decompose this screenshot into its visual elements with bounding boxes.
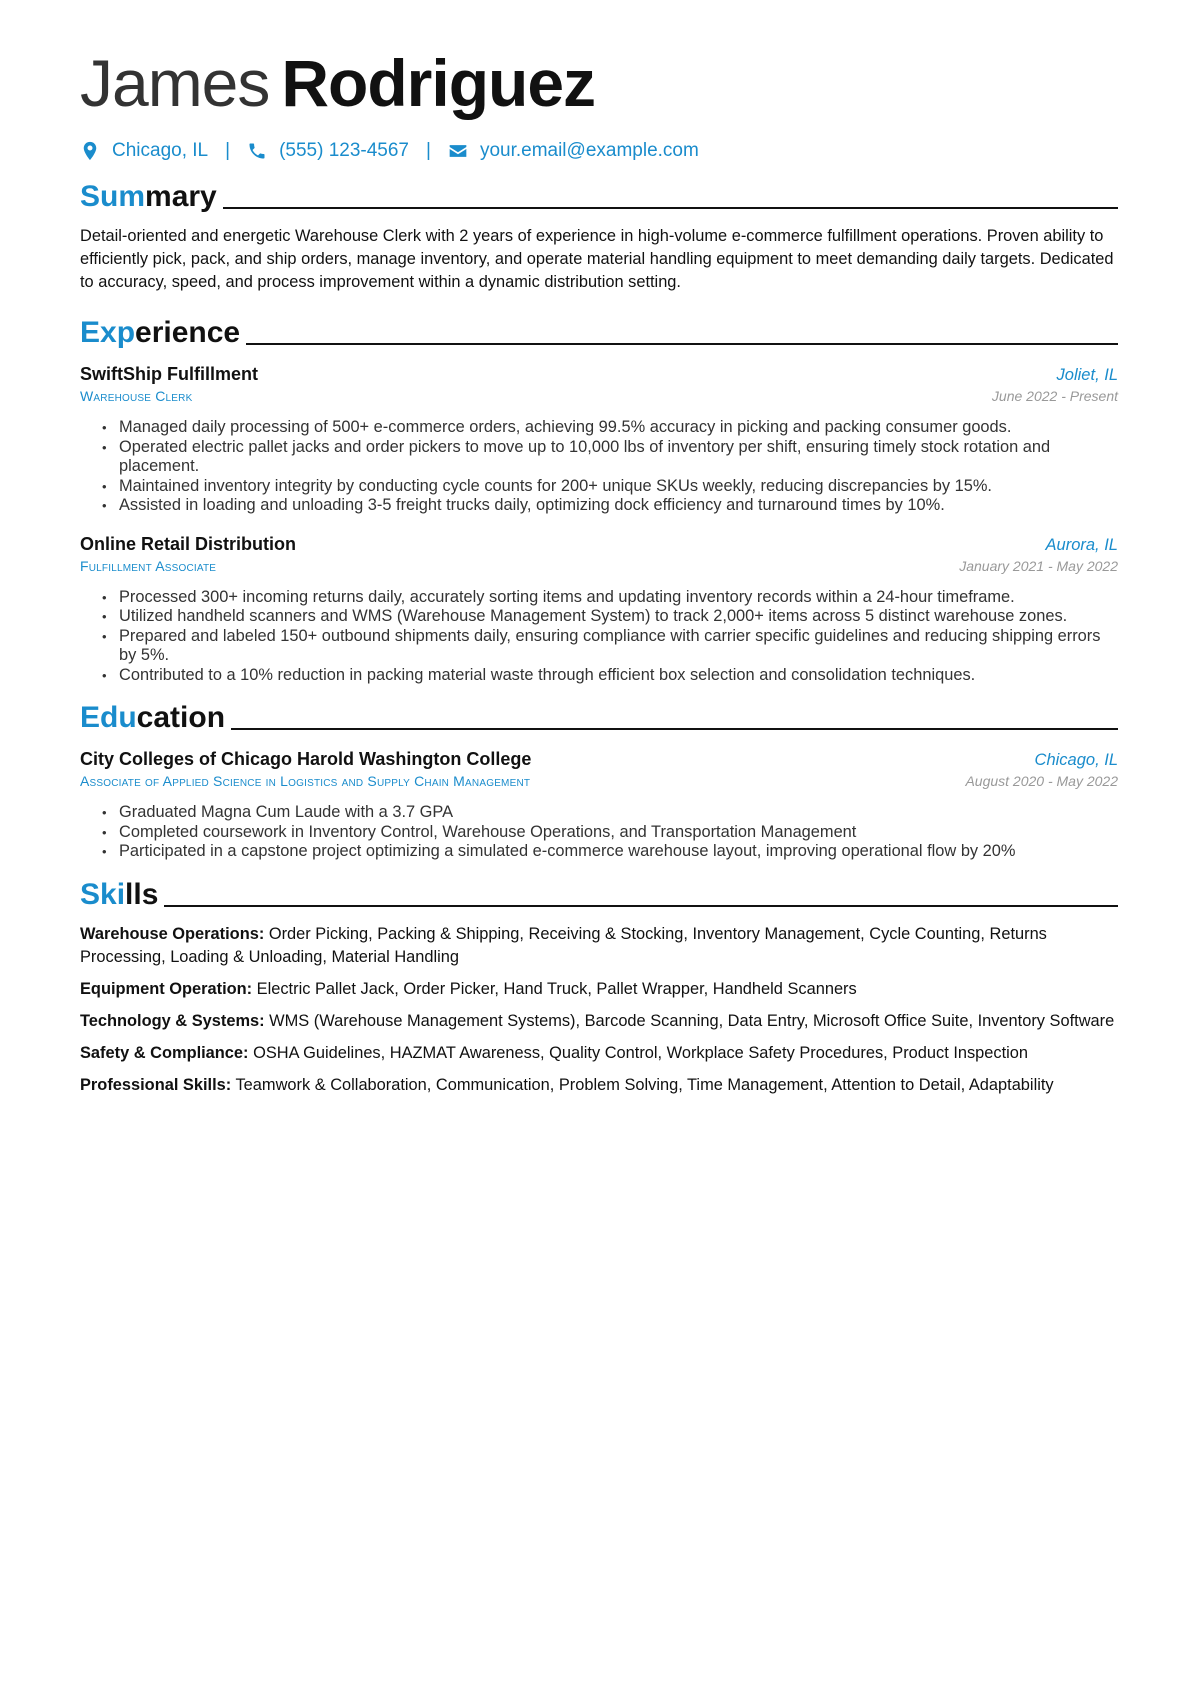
job-dates: January 2021 - May 2022 <box>959 557 1118 574</box>
phone-icon <box>247 141 267 161</box>
skill-text: WMS (Warehouse Management Systems), Barcode Scanning, Data Entry, Microsoft Office Suite, Inventory Software <box>269 1011 1115 1030</box>
skill-text: Order Picking, Packing & Shipping, Receiving & Stocking, Inventory Management, Cycle Counting, Returns Processing, Loading & Unloading, Material Handling <box>80 924 1047 966</box>
school-name: City Colleges of Chicago Harold Washington College <box>80 749 532 769</box>
experience-heading <box>80 314 1118 348</box>
education-entry <box>80 749 1118 862</box>
section-title: Skills <box>80 877 159 911</box>
skill-text: OSHA Guidelines, HAZMAT Awareness, Quality Control, Workplace Safety Procedures, Product Inspection <box>253 1043 1029 1062</box>
skill-row <box>80 1074 1118 1097</box>
location-text: Chicago, IL <box>112 140 209 161</box>
list-item: • Prepared and labeled 150+ outbound shipments daily, ensuring compliance with carrier specific guidelines and reducing shipping errors by 5%. <box>102 627 1118 666</box>
education-bullets <box>80 803 1118 862</box>
contact-email[interactable] <box>448 140 699 162</box>
contact-info <box>80 138 1118 164</box>
section-divider <box>164 905 1118 907</box>
contact-location <box>80 140 208 162</box>
job-title: Warehouse Clerk <box>80 388 193 404</box>
education-heading <box>80 699 1118 733</box>
skill-text: Electric Pallet Jack, Order Picker, Hand Truck, Pallet Wrapper, Handheld Scanners <box>256 979 857 998</box>
job-bullets <box>80 418 1118 516</box>
last-name: Rodriguez <box>281 46 596 120</box>
school-dates: August 2020 - May 2022 <box>965 773 1118 789</box>
employer-location: Joliet, IL <box>1056 366 1118 384</box>
list-item: • Maintained inventory integrity by conducting cycle counts for 200+ unique SKUs weekly, reducing discrepancies by 15%. <box>102 477 1118 497</box>
section-divider <box>223 207 1118 209</box>
skill-label: Warehouse Operations: <box>80 924 265 943</box>
summary-text: Detail-oriented and energetic Warehouse Clerk with 2 years of experience in high-volume e-commerce fulfillment operations. Proven ability to efficiently pick, pack, and ship orders, manage inventory, and operate material handling equipment to meet demanding daily targets. Dedicated to accuracy, speed, and process improvement within a dynamic distribution setting. <box>80 227 1114 291</box>
skill-text: Teamwork & Collaboration, Communication, Problem Solving, Time Management, Attention to Detail, Adaptability <box>235 1075 1054 1094</box>
skill-label: Professional Skills: <box>80 1075 232 1094</box>
employer-location: Aurora, IL <box>1045 535 1118 554</box>
section-title: Summary <box>80 180 217 213</box>
experience-entry <box>80 534 1118 686</box>
skill-row <box>80 923 1118 969</box>
degree-title: Associate of Applied Science in Logistics and Supply Chain Management <box>80 773 531 789</box>
skill-label: Safety & Compliance: <box>80 1043 249 1062</box>
list-item: • Operated electric pallet jacks and order pickers to move up to 10,000 lbs of inventory per shift, ensuring timely stock rotation and placement. <box>102 438 1118 477</box>
contact-separator: | <box>426 140 431 161</box>
job-title: Fulfillment Associate <box>80 557 217 574</box>
section-title: Experience <box>80 316 241 349</box>
section-divider <box>246 343 1118 345</box>
list-item: • Completed coursework in Inventory Control, Warehouse Operations, and Transportation Management <box>102 823 1118 843</box>
list-item: • Contributed to a 10% reduction in packing material waste through efficient box selection and consolidation techniques. <box>102 666 1118 686</box>
employer-name: Online Retail Distribution <box>80 533 297 554</box>
envelope-icon <box>448 141 468 161</box>
skill-row <box>80 1042 1118 1065</box>
job-bullets <box>80 588 1118 686</box>
phone-text: (555) 123-4567 <box>279 140 409 161</box>
list-item: • Participated in a capstone project optimizing a simulated e-commerce warehouse layout, improving operational flow by 20% <box>102 842 1118 862</box>
section-divider <box>231 728 1118 730</box>
skill-row <box>80 978 1118 1001</box>
list-item: • Graduated Magna Cum Laude with a 3.7 GPA <box>102 803 1118 823</box>
contact-phone[interactable] <box>247 140 409 162</box>
list-item: • Processed 300+ incoming returns daily, accurately sorting items and updating inventory records within a 24-hour timeframe. <box>102 588 1118 608</box>
summary-heading <box>80 178 1118 212</box>
skill-row <box>80 1010 1118 1033</box>
employer-name: SwiftShip Fulfillment <box>80 364 258 384</box>
candidate-name <box>80 46 1118 120</box>
skills-heading <box>80 876 1118 910</box>
section-title: Education <box>80 701 226 734</box>
first-name: James <box>80 46 270 120</box>
list-item: • Assisted in loading and unloading 3-5 freight trucks daily, optimizing dock efficiency and turnaround times by 10%. <box>102 496 1118 516</box>
list-item: • Utilized handheld scanners and WMS (Warehouse Management System) to track 2,000+ items across 5 distinct warehouse zones. <box>102 607 1118 627</box>
map-pin-icon <box>80 141 100 161</box>
skill-label: Technology & Systems: <box>80 1011 265 1030</box>
email-link[interactable]: your.email@example.com <box>479 140 699 161</box>
skill-label: Equipment Operation: <box>80 979 253 998</box>
contact-separator: | <box>225 140 231 161</box>
list-item: • Managed daily processing of 500+ e-commerce orders, achieving 99.5% accuracy in picking and packing consumer goods. <box>102 418 1118 438</box>
school-location: Chicago, IL <box>1034 751 1118 769</box>
job-dates: June 2022 - Present <box>991 388 1118 404</box>
experience-entry <box>80 364 1118 516</box>
